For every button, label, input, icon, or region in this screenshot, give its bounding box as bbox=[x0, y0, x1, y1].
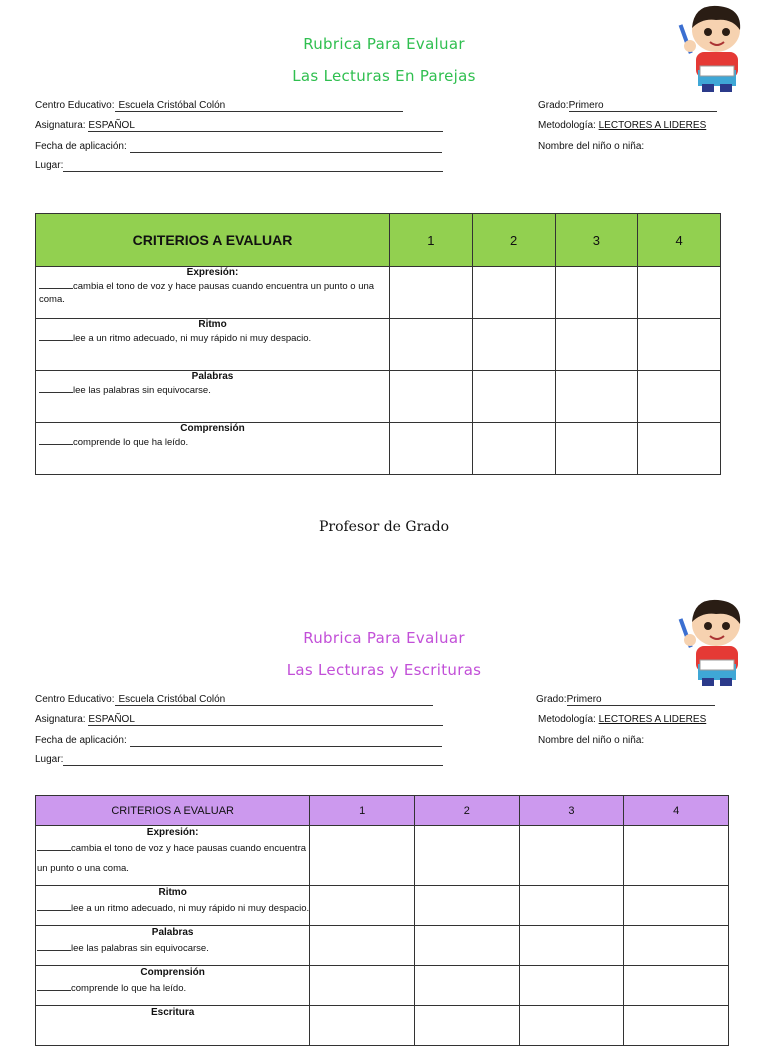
kid-reading-icon bbox=[672, 0, 752, 96]
score-cell[interactable] bbox=[390, 423, 473, 475]
score-cell[interactable] bbox=[414, 1006, 519, 1046]
header-criterios: CRITERIOS A EVALUAR bbox=[36, 796, 310, 826]
score-cell[interactable] bbox=[310, 966, 415, 1006]
score-cell[interactable] bbox=[555, 267, 638, 319]
table-row bbox=[36, 926, 729, 966]
fecha-field bbox=[35, 141, 442, 153]
score-cell[interactable] bbox=[414, 886, 519, 926]
criterion-desc: lee las palabras sin equivocarse. bbox=[36, 939, 309, 959]
table-row bbox=[36, 886, 729, 926]
metodologia-field bbox=[538, 714, 706, 726]
score-cell[interactable] bbox=[555, 371, 638, 423]
criterion-name: Ritmo bbox=[158, 887, 187, 898]
asignatura-field bbox=[35, 120, 443, 132]
title-line1: Rubrica Para Evaluar bbox=[303, 629, 465, 647]
criterion-cell bbox=[36, 423, 390, 475]
header-score-1: 1 bbox=[310, 796, 415, 826]
title-line2: Las Lecturas En Parejas bbox=[292, 67, 476, 85]
grado-value: Primero bbox=[566, 694, 602, 705]
asignatura-label: Asignatura: bbox=[35, 714, 86, 725]
criterion-name: Comprensión bbox=[140, 967, 205, 978]
asignatura-label: Asignatura: bbox=[35, 120, 86, 131]
score-cell[interactable] bbox=[472, 423, 555, 475]
score-cell[interactable] bbox=[390, 371, 473, 423]
criterion-desc: lee las palabras sin equivocarse. bbox=[36, 383, 389, 397]
score-cell[interactable] bbox=[414, 826, 519, 886]
criterion-desc: comprende lo que ha leído. bbox=[36, 979, 309, 999]
centro-line[interactable] bbox=[115, 100, 403, 112]
grado-line[interactable] bbox=[569, 100, 717, 112]
score-cell[interactable] bbox=[472, 319, 555, 371]
grado-field bbox=[538, 100, 717, 112]
fecha-line[interactable] bbox=[130, 141, 442, 153]
criterion-name: Expresión: bbox=[186, 267, 239, 278]
score-cell[interactable] bbox=[310, 1006, 415, 1046]
table-row bbox=[36, 1006, 729, 1046]
metodologia-value: LECTORES A LIDERES bbox=[598, 120, 707, 131]
title-line1: Rubrica Para Evaluar bbox=[303, 35, 465, 53]
metodologia-field bbox=[538, 120, 706, 132]
title-line2: Las Lecturas y Escrituras bbox=[286, 661, 482, 679]
score-cell[interactable] bbox=[472, 267, 555, 319]
score-cell[interactable] bbox=[390, 319, 473, 371]
lugar-line[interactable] bbox=[63, 160, 443, 172]
criterion-cell bbox=[36, 1006, 310, 1046]
metodologia-label: Metodología: bbox=[538, 120, 596, 131]
table-row bbox=[36, 966, 729, 1006]
score-cell[interactable] bbox=[519, 1006, 624, 1046]
nombre-field bbox=[538, 735, 644, 747]
metodologia-value: LECTORES A LIDERES bbox=[598, 714, 707, 725]
score-cell[interactable] bbox=[624, 886, 729, 926]
fecha-line[interactable] bbox=[130, 735, 442, 747]
centro-field bbox=[35, 100, 403, 112]
criterion-cell bbox=[36, 926, 310, 966]
table-row bbox=[36, 371, 721, 423]
header-score-2: 2 bbox=[472, 214, 555, 267]
score-cell[interactable] bbox=[555, 423, 638, 475]
asignatura-line[interactable] bbox=[88, 120, 443, 132]
score-cell[interactable] bbox=[624, 926, 729, 966]
asignatura-value: ESPAÑOL bbox=[88, 120, 135, 131]
nombre-field bbox=[538, 141, 644, 153]
criterion-cell bbox=[36, 267, 390, 319]
lugar-label: Lugar: bbox=[35, 754, 64, 765]
score-cell[interactable] bbox=[472, 371, 555, 423]
criterion-desc: lee a un ritmo adecuado, ni muy rápido ni muy despacio. bbox=[36, 331, 389, 345]
score-cell[interactable] bbox=[519, 826, 624, 886]
score-cell[interactable] bbox=[310, 886, 415, 926]
criterion-name: Comprensión bbox=[180, 423, 245, 434]
table-row bbox=[36, 826, 729, 886]
header-score-1: 1 bbox=[390, 214, 473, 267]
table-row bbox=[36, 319, 721, 371]
score-cell[interactable] bbox=[638, 267, 721, 319]
score-cell[interactable] bbox=[555, 319, 638, 371]
criterion-name: Escritura bbox=[150, 1007, 195, 1018]
score-cell[interactable] bbox=[390, 267, 473, 319]
criterion-desc: comprende lo que ha leído. bbox=[36, 435, 389, 449]
nombre-label: Nombre del niño o niña: bbox=[538, 735, 645, 746]
asignatura-value: ESPAÑOL bbox=[88, 714, 135, 725]
fecha-label: Fecha de aplicación: bbox=[35, 735, 127, 746]
criterion-name: Ritmo bbox=[198, 319, 227, 330]
header-score-4: 4 bbox=[624, 796, 729, 826]
header-score-2: 2 bbox=[414, 796, 519, 826]
score-cell[interactable] bbox=[638, 371, 721, 423]
score-cell[interactable] bbox=[519, 966, 624, 1006]
metodologia-label: Metodología: bbox=[538, 714, 596, 725]
score-cell[interactable] bbox=[414, 926, 519, 966]
table-row bbox=[36, 267, 721, 319]
header-criterios: CRITERIOS A EVALUAR bbox=[36, 214, 390, 267]
centro-value: Escuela Cristóbal Colón bbox=[118, 100, 226, 111]
lugar-field bbox=[35, 754, 443, 766]
score-cell[interactable] bbox=[624, 966, 729, 1006]
table-row bbox=[36, 423, 721, 475]
criterion-cell bbox=[36, 826, 310, 886]
grado-value: Primero bbox=[568, 100, 604, 111]
score-cell[interactable] bbox=[624, 826, 729, 886]
table-header-row bbox=[36, 796, 729, 826]
table-header-row bbox=[36, 214, 721, 267]
score-cell[interactable] bbox=[519, 926, 624, 966]
score-cell[interactable] bbox=[624, 1006, 729, 1046]
score-cell[interactable] bbox=[414, 966, 519, 1006]
grado-label: Grado: bbox=[538, 100, 569, 111]
grado-label: Grado: bbox=[536, 694, 567, 705]
signature-label: Profesor de Grado bbox=[318, 519, 450, 535]
header-score-3: 3 bbox=[555, 214, 638, 267]
criterion-name: Expresión: bbox=[146, 827, 199, 838]
criterion-name: Palabras bbox=[151, 927, 194, 938]
criterion-desc: lee a un ritmo adecuado, ni muy rápido ni muy despacio. bbox=[36, 899, 309, 919]
criterion-desc: cambia el tono de voz y hace pausas cuando encuentra un punto o una coma. bbox=[39, 281, 375, 305]
score-cell[interactable] bbox=[638, 423, 721, 475]
rubric-table-1 bbox=[35, 213, 721, 475]
header-score-4: 4 bbox=[638, 214, 721, 267]
asignatura-line[interactable] bbox=[88, 714, 443, 726]
asignatura-field bbox=[35, 714, 443, 726]
criterion-cell bbox=[36, 319, 390, 371]
centro-line[interactable] bbox=[115, 694, 433, 706]
criterion-cell bbox=[36, 371, 390, 423]
score-cell[interactable] bbox=[310, 926, 415, 966]
fecha-field bbox=[35, 735, 442, 747]
criterion-name: Palabras bbox=[191, 371, 234, 382]
lugar-label: Lugar: bbox=[35, 160, 64, 171]
score-cell[interactable] bbox=[310, 826, 415, 886]
score-cell[interactable] bbox=[519, 886, 624, 926]
lugar-line[interactable] bbox=[63, 754, 443, 766]
centro-field bbox=[35, 694, 433, 706]
rubric-table-2 bbox=[35, 795, 729, 1046]
nombre-label: Nombre del niño o niña: bbox=[538, 141, 645, 152]
lugar-field bbox=[35, 160, 443, 172]
kid-reading-icon bbox=[672, 594, 752, 690]
criterion-cell bbox=[36, 966, 310, 1006]
centro-value: Escuela Cristóbal Colón bbox=[118, 694, 226, 705]
centro-label: Centro Educativo: bbox=[35, 694, 115, 705]
score-cell[interactable] bbox=[638, 319, 721, 371]
grado-field bbox=[536, 694, 715, 706]
fecha-label: Fecha de aplicación: bbox=[35, 141, 127, 152]
criterion-cell bbox=[36, 886, 310, 926]
header-score-3: 3 bbox=[519, 796, 624, 826]
centro-label: Centro Educativo: bbox=[35, 100, 115, 111]
criterion-desc: cambia el tono de voz y hace pausas cuando encuentra un punto o una coma. bbox=[37, 843, 307, 874]
grado-line[interactable] bbox=[567, 694, 715, 706]
